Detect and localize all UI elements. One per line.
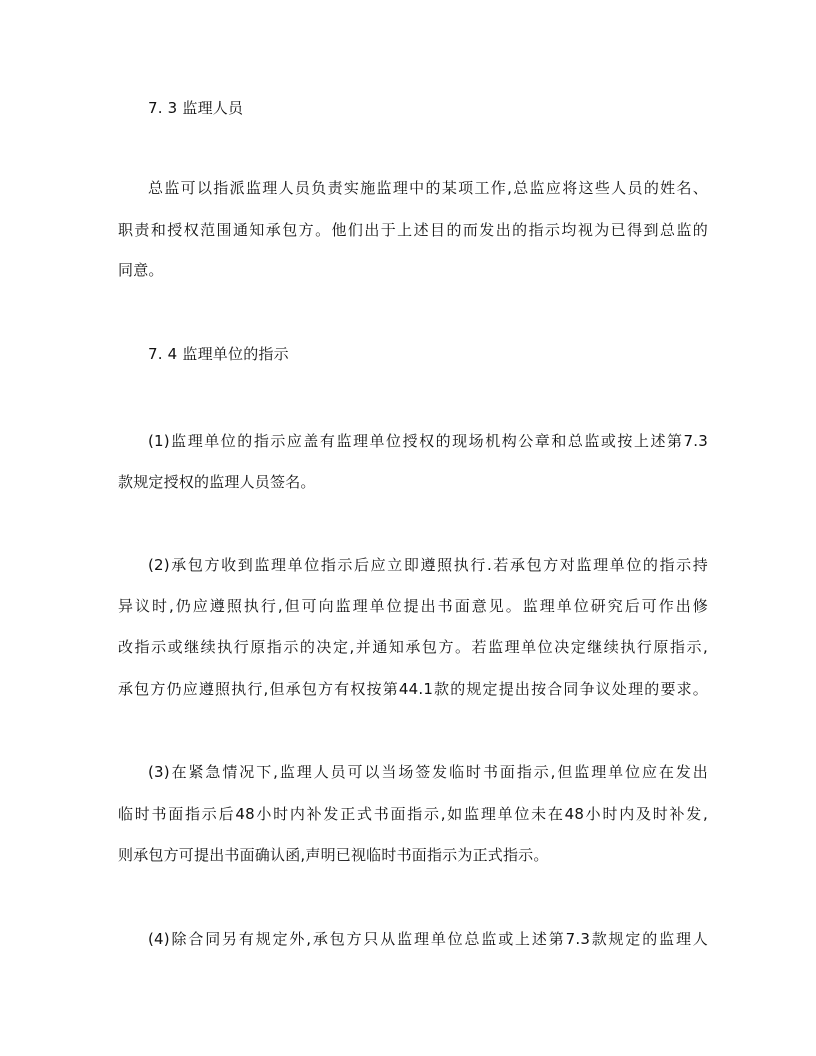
paragraph-line: (3)在紧急情况下,监理人员可以当场签发临时书面指示,但监理单位应在发出 [148, 763, 708, 781]
paragraph-line: (2)承包方收到监理单位指示后应立即遵照执行.若承包方对监理单位的指示持 [148, 556, 708, 574]
paragraph-line: (4)除合同另有规定外,承包方只从监理单位总监或上述第7.3款规定的监理人 [148, 930, 708, 948]
paragraph-line: 同意。 [118, 261, 164, 279]
paragraph-line: 临时书面指示后48小时内补发正式书面指示,如监理单位未在48小时内及时补发, [118, 805, 708, 823]
paragraph-line: 改指示或继续执行原指示的决定,并通知承包方。若监理单位决定继续执行原指示, [118, 638, 708, 656]
paragraph-line: 则承包方可提出书面确认函,声明已视临时书面指示为正式指示。 [118, 846, 549, 864]
paragraph-line: 承包方仍应遵照执行,但承包方有权按第44.1款的规定提出按合同争议处理的要求。 [118, 680, 708, 698]
paragraph-line: 异议时,仍应遵照执行,但可向监理单位提出书面意见。监理单位研究后可作出修 [118, 597, 708, 615]
paragraph-line: (1)监理单位的指示应盖有监理单位授权的现场机构公章和总监或按上述第7.3 [148, 432, 708, 450]
paragraph-line: 总监可以指派监理人员负责实施监理中的某项工作,总监应将这些人员的姓名、 [148, 179, 708, 197]
section-heading-7-4: 7. 4 监理单位的指示 [148, 345, 289, 363]
paragraph-line: 职责和授权范围通知承包方。他们出于上述目的而发出的指示均视为已得到总监的 [118, 221, 708, 239]
paragraph-line: 款规定授权的监理人员签名。 [118, 473, 316, 491]
section-heading-7-3: 7. 3 监理人员 [148, 99, 244, 117]
